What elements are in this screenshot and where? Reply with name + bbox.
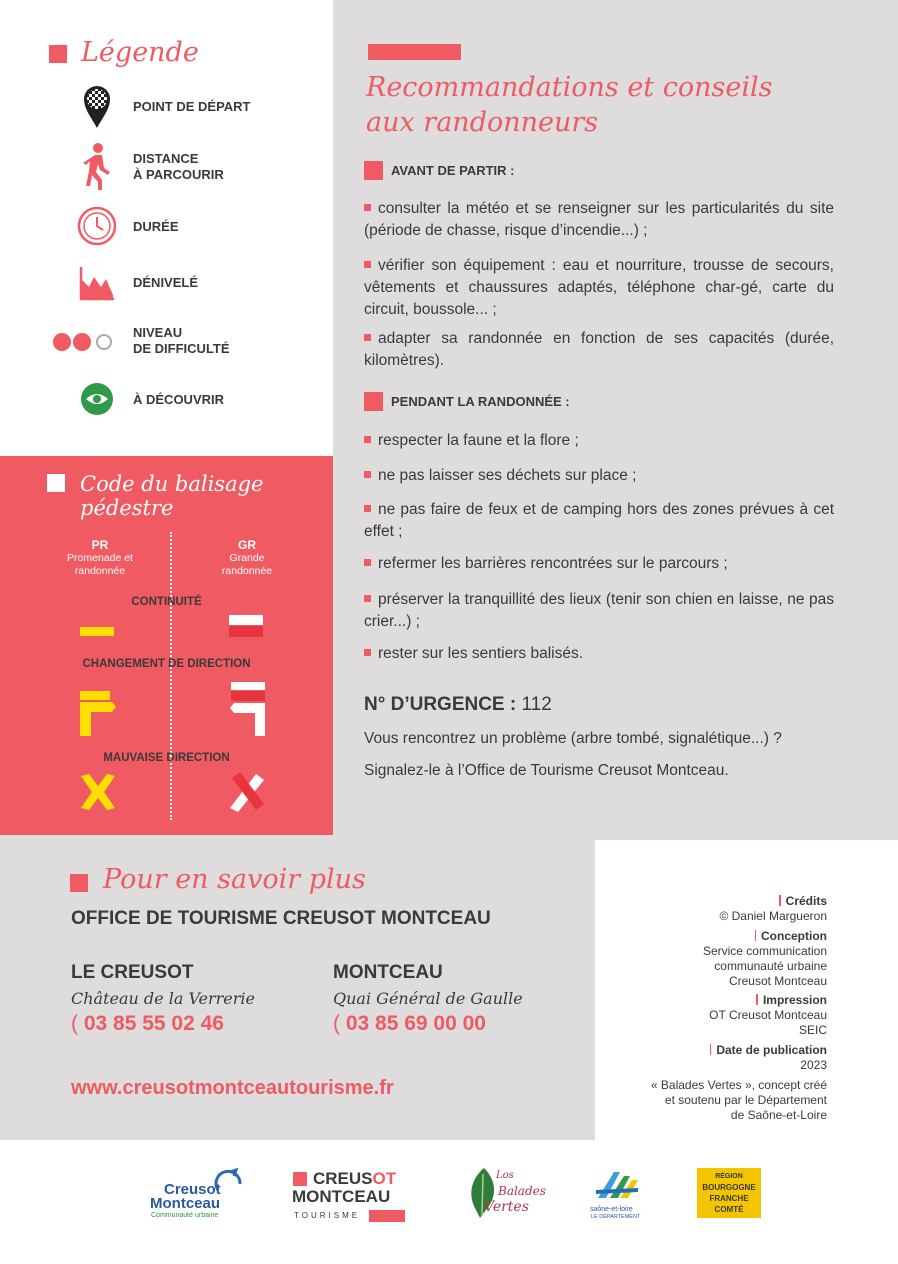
region-line3: FRANCHE (709, 1194, 749, 1203)
legend-label-elevation: DÉNIVELÉ (133, 275, 199, 290)
during-item: ne pas faire de feux et de camping hors des zones prévues à cet effet ; (364, 499, 834, 543)
concept-note-text: « Balades Vertes », concept créé et soutenu par le Département de Saône-et-Loire (650, 1078, 827, 1122)
balisage-title-line2: pédestre (80, 496, 174, 520)
gr-continuity-mark (229, 614, 265, 640)
gr-name-line2: randonnée (221, 565, 273, 577)
pr-header (30, 538, 170, 578)
ot-line1 (313, 1170, 396, 1188)
creusot-phone-link[interactable] (71, 1012, 224, 1036)
problem-text: Vous rencontrez un problème (arbre tombé, signalétique...) ? (364, 730, 782, 747)
emergency-line (364, 694, 552, 716)
cucm-line2: Montceau (150, 1195, 221, 1212)
legend-item-discover (0, 374, 333, 424)
walker-icon (70, 142, 124, 192)
during-item: respecter la faune et la flore ; (364, 430, 834, 452)
montceau-city: MONTCEAU (333, 962, 443, 983)
balisage-title (80, 472, 263, 520)
balades-vertes-logo (466, 1166, 546, 1222)
gr-wrong-direction-mark (228, 772, 266, 812)
montceau-phone-number: 03 85 69 00 00 (345, 1012, 486, 1035)
balisage-title-line1: Code du balisage (80, 472, 264, 496)
logos-strip (0, 1140, 898, 1264)
recommendations-title-line2: aux randonneurs (366, 107, 599, 138)
during-heading-text: PENDANT LA RANDONNÉE : (391, 394, 570, 409)
clock-icon (70, 201, 124, 251)
pr-wrong-direction-mark (79, 772, 117, 812)
saone-et-loire-logo (590, 1168, 644, 1224)
creusot-address: Château de la Verrerie (71, 989, 256, 1008)
ot-logo-square (293, 1172, 307, 1186)
montceau-address: Quai Général de Gaulle (333, 989, 523, 1008)
map-pin-checkered-icon (70, 82, 124, 132)
continuite-label: CONTINUITÉ (131, 596, 202, 608)
region-line2: BOURGOGNE (702, 1183, 756, 1192)
ot-line2: MONTCEAU (292, 1187, 391, 1206)
website-link[interactable]: www.creusotmontceautourisme.fr (71, 1077, 394, 1099)
date-block (607, 1043, 827, 1073)
before-item: consulter la météo et se renseigner sur les particularités du site (période de chasse, risque d’incendie...) ; (364, 198, 834, 242)
creusot-city: LE CREUSOT (71, 962, 194, 983)
office-name: OFFICE DE TOURISME CREUSOT MONTCEAU (71, 908, 491, 929)
ot-line1b: OT (372, 1169, 397, 1188)
conception-value: Service communication communauté urbaine Creusot Montceau (702, 944, 827, 988)
cucm-logo (150, 1168, 246, 1220)
gr-code: GR (238, 538, 256, 552)
legend-label-distance: DISTANCE À PARCOURIR (133, 151, 224, 182)
ot-logo (292, 1170, 410, 1224)
cucm-line3: Communauté urbaine (151, 1212, 219, 1219)
during-item: rester sur les sentiers balisés. (364, 643, 834, 665)
legend-label-start: POINT DE DÉPART (133, 99, 251, 114)
region-line4: COMTÉ (714, 1205, 744, 1214)
date-value: 2023 (800, 1058, 827, 1072)
elevation-icon (70, 258, 124, 308)
pr-code: PR (91, 538, 109, 552)
changement-label: CHANGEMENT DE DIRECTION (82, 658, 251, 670)
during-heading-marker (364, 392, 383, 411)
impression-heading: Impression (607, 993, 827, 1008)
conception-heading: Conception (607, 929, 827, 944)
balisage-divider (170, 532, 172, 820)
legend-title: Légende (81, 37, 199, 68)
info-title: Pour en savoir plus (103, 864, 366, 895)
recommendations-title (366, 70, 786, 140)
date-heading: Date de publication (607, 1043, 827, 1058)
during-item: préserver la tranquillité des lieux (tenir son chien en laisse, ne pas crier...) ; (364, 589, 834, 633)
before-heading-text: AVANT DE PARTIR : (391, 163, 515, 178)
impression-block (607, 993, 827, 1038)
impression-value: OT Creusot Montceau SEIC (709, 1008, 827, 1037)
legend-item-difficulty (0, 317, 333, 367)
report-text: Signalez-le à l’Office de Tourisme Creusot Montceau. (364, 762, 729, 779)
difficulty-dots-icon (50, 317, 120, 367)
gr-change-direction-mark (228, 680, 268, 740)
legend-square-marker (49, 45, 67, 63)
bv-line1: Los (496, 1170, 514, 1181)
cucm-line1: Creusot (164, 1181, 221, 1198)
during-item: refermer les barrières rencontrées sur le parcours ; (364, 553, 834, 575)
mauvaise-label: MAUVAISE DIRECTION (103, 752, 230, 764)
pr-change-direction-mark (78, 688, 118, 740)
legend-item-elevation (0, 258, 333, 308)
region-bfc-logo (697, 1168, 761, 1218)
ot-line1a: CREUS (313, 1169, 373, 1188)
legend-label-difficulty: NIVEAU DE DIFFICULTÉ (133, 325, 230, 356)
pr-continuity-mark (80, 626, 116, 638)
saone-et-loire-emblem-icon (594, 1168, 640, 1206)
legend-item-duration (0, 201, 333, 251)
emergency-number: 112 (521, 694, 552, 715)
conception-block (607, 929, 827, 989)
before-item: adapter sa randonnée en fonction de ses capacités (durée, kilomètres). (364, 328, 834, 372)
during-item: ne pas laisser ses déchets sur place ; (364, 465, 834, 487)
concept-note (607, 1078, 827, 1123)
recommendations-title-line1: Recommandations et conseils (366, 72, 773, 103)
before-heading-marker (364, 161, 383, 180)
legend-item-distance (0, 142, 333, 192)
phone-icon: ( (333, 1012, 340, 1035)
info-square-marker (70, 874, 88, 892)
gr-name-line1: Grande (229, 552, 265, 564)
montceau-phone-link[interactable] (333, 1012, 486, 1036)
legend-item-start (0, 82, 333, 132)
ot-logo-bar (369, 1210, 405, 1222)
gr-header (177, 538, 317, 578)
legend-label-discover: À DÉCOUVRIR (133, 392, 225, 407)
creusot-phone-number: 03 85 55 02 46 (83, 1012, 224, 1035)
pr-name-line2: randonnée (74, 565, 126, 577)
phone-icon: ( (71, 1012, 78, 1035)
credits-block (607, 894, 827, 924)
eye-icon (70, 374, 124, 424)
emergency-label: N° D’URGENCE : (364, 694, 517, 715)
legend-panel (0, 0, 333, 456)
ot-line3: TOURISME (294, 1211, 361, 1220)
before-item: vérifier son équipement : eau et nourriture, trousse de secours, vêtements et chaussures adaptés, téléphone char-gé, carte du circuit, boussole... ; (364, 255, 834, 321)
bv-line3: Vertes (484, 1199, 529, 1215)
region-line1: RÉGION (715, 1173, 743, 1180)
legend-label-duration: DURÉE (133, 219, 179, 234)
recommendations-accent-bar (368, 44, 461, 60)
sl-line2: LE DÉPARTEMENT (591, 1214, 641, 1220)
credits-value: © Daniel Margueron (719, 909, 827, 923)
pr-name-line1: Promenade et (67, 552, 133, 564)
credits-heading: Crédits (607, 894, 827, 909)
sl-line1: saône-et-loire (590, 1206, 633, 1213)
bv-line2: Balades (498, 1184, 546, 1198)
balisage-square-marker (47, 474, 65, 492)
